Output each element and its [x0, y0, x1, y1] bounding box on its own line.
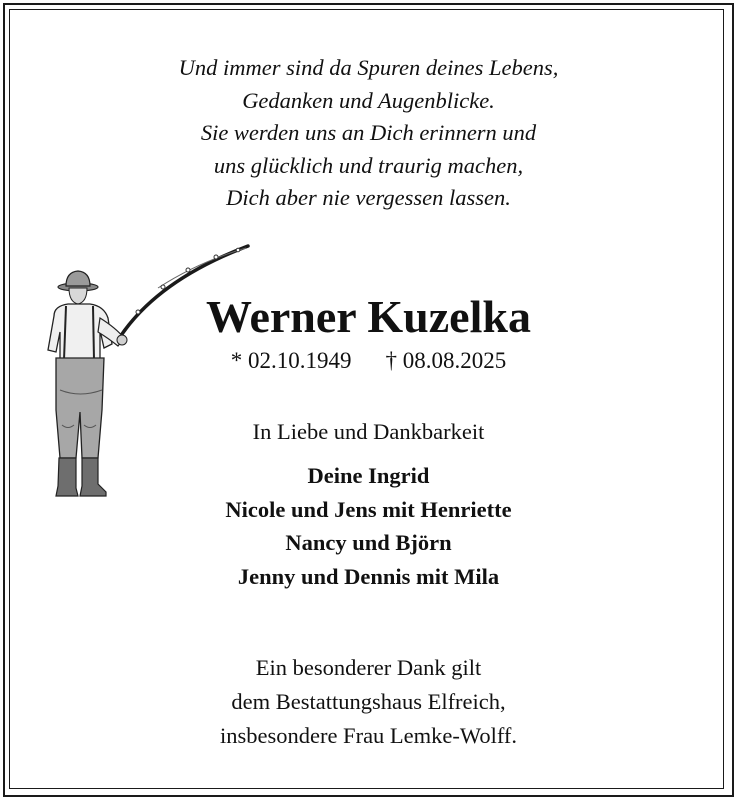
- poem: [0, 52, 737, 215]
- poem-line: Und immer sind da Spuren deines Lebens,: [178, 55, 559, 80]
- family-list: [0, 459, 737, 593]
- death-date: † 08.08.2025: [385, 348, 507, 373]
- poem-line: uns glücklich und traurig machen,: [213, 152, 524, 178]
- family-line: Nancy und Björn: [285, 530, 452, 555]
- thanks-line: dem Bestattungshaus Elfreich,: [231, 689, 506, 714]
- family-line: Deine Ingrid: [307, 463, 430, 488]
- birth-date: * 02.10.1949: [230, 348, 352, 373]
- thanks-note: [0, 651, 737, 753]
- intro-text: In Liebe und Dankbarkeit: [252, 419, 485, 444]
- thanks-line: Ein besonderer Dank gilt: [255, 655, 482, 680]
- poem-line: Sie werden uns an Dich erinnern und: [200, 120, 537, 145]
- life-dates: [0, 346, 737, 376]
- family-line: Jenny und Dennis mit Mila: [237, 563, 500, 589]
- deceased-name: Werner Kuzelka: [206, 291, 531, 342]
- family-line: Nicole und Jens mit Henriette: [225, 496, 512, 522]
- poem-line: Gedanken und Augenblicke.: [242, 87, 495, 113]
- poem-line: Dich aber nie vergessen lassen.: [226, 185, 511, 210]
- thanks-line: insbesondere Frau Lemke-Wolff.: [219, 723, 518, 748]
